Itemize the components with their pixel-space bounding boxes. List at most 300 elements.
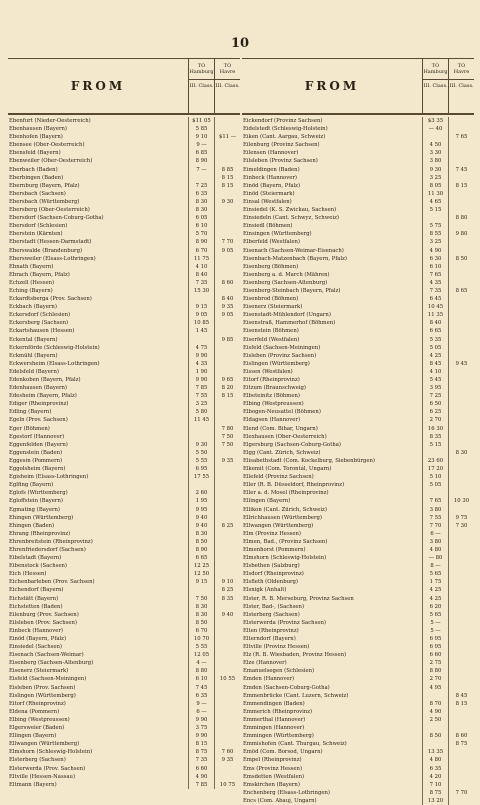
havre-price xyxy=(448,238,474,246)
hamburg-price: 1 75 xyxy=(422,578,448,586)
table-row xyxy=(8,619,240,627)
place-name: Ellrichhausen (Württemberg) xyxy=(243,514,322,521)
havre-price xyxy=(214,125,240,133)
place-name: Eckbach (Bayern) xyxy=(9,304,57,311)
hamburg-price: 5 85 xyxy=(188,125,214,133)
place-name: Eibenstock (Sachsen) xyxy=(9,563,67,570)
table-row xyxy=(242,619,474,627)
place-name: Eislingen (Württemberg) xyxy=(243,360,310,367)
havre-price xyxy=(214,765,240,773)
hamburg-price: 7 35 xyxy=(188,756,214,764)
place-name: Emöd (Com. Borsod, Ungarn) xyxy=(243,749,323,756)
hamburg-price: 17 20 xyxy=(422,465,448,473)
havre-price xyxy=(448,651,474,659)
table-row xyxy=(8,311,240,319)
havre-price xyxy=(448,125,474,133)
place-name: Eich (Hessen) xyxy=(9,571,47,578)
place-name: Einsal (Westfalen) xyxy=(243,198,292,205)
havre-price: 10 55 xyxy=(214,675,240,683)
table-row xyxy=(8,765,240,773)
hamburg-price: 8 55 xyxy=(422,230,448,238)
place-name: Einbeck (Hannover) xyxy=(9,627,63,634)
table-row xyxy=(8,611,240,619)
hamburg-price: 5 15 xyxy=(422,441,448,449)
place-name: Einsiedl (Böhmen) xyxy=(243,223,293,230)
table-row xyxy=(8,190,240,198)
hamburg-price: 5 55 xyxy=(188,643,214,651)
table-row xyxy=(8,327,240,335)
to-label: TO xyxy=(223,63,232,69)
havre-price xyxy=(448,773,474,781)
hamburg-price: 8 15 xyxy=(188,740,214,748)
place-name: Elster, Bad-, (Sachsen) xyxy=(243,603,305,610)
havre-price: 9 35 xyxy=(214,457,240,465)
hamburg-price: 6 60 xyxy=(422,651,448,659)
hamburg-column-header xyxy=(188,59,214,113)
table-row xyxy=(8,198,240,206)
hamburg-price xyxy=(422,214,448,222)
hamburg-price: 9 15 xyxy=(188,303,214,311)
place-name: Elbeteinitz (Böhmen) xyxy=(243,393,300,400)
table-row xyxy=(242,692,474,700)
hamburg-price xyxy=(188,425,214,433)
class-label: III. Class. xyxy=(423,79,448,89)
table-row xyxy=(242,732,474,740)
place-name: Elberfeld (Westfalen) xyxy=(243,239,300,246)
place-name: Empel (Rheinprovinz) xyxy=(243,757,302,764)
hamburg-price: 3 80 xyxy=(422,506,448,514)
place-name: Emden (Sachsen-Coburg-Gotha) xyxy=(243,684,330,691)
place-name: Eilenburg (Prov. Sachsen) xyxy=(9,611,79,618)
havre-price xyxy=(214,190,240,198)
place-name: Ellwangen (Württemberg) xyxy=(9,741,80,748)
table-row xyxy=(242,603,474,611)
table-row xyxy=(242,174,474,182)
right-rows xyxy=(242,117,474,805)
place-name: Ebensee (Ober-Oesterreich) xyxy=(9,142,85,149)
hamburg-price: 5 75 xyxy=(422,222,448,230)
place-name: Einsiedel (Sachsen) xyxy=(9,644,62,651)
hamburg-price: 10 70 xyxy=(188,635,214,643)
place-name: Eisenberg a. d. March (Mähren) xyxy=(243,271,330,278)
havre-price xyxy=(214,554,240,562)
havre-price xyxy=(448,765,474,773)
hamburg-price: 8 — xyxy=(422,562,448,570)
place-name: Elmenhorst (Pommern) xyxy=(243,546,306,553)
hamburg-price: 8 30 xyxy=(188,611,214,619)
place-name: Eisenberg (Böhmen) xyxy=(243,263,299,270)
place-name: Ehrang (Rheinprovinz) xyxy=(9,530,71,537)
table-row xyxy=(8,303,240,311)
place-name: Emmishofen (Cant. Thurgau, Schweiz) xyxy=(243,741,347,748)
table-row xyxy=(242,295,474,303)
hamburg-price xyxy=(422,133,448,141)
table-row xyxy=(242,400,474,408)
havre-price xyxy=(448,724,474,732)
hamburg-price: 9 — xyxy=(188,700,214,708)
place-name: Eggesin (Pommern) xyxy=(9,457,63,464)
hamburg-price: 6 45 xyxy=(422,295,448,303)
table-row xyxy=(8,230,240,238)
table-row xyxy=(8,716,240,724)
place-name: Elgersweier (Baden) xyxy=(9,725,65,732)
hamburg-price: 8 30 xyxy=(188,206,214,214)
havre-price xyxy=(448,327,474,335)
havre-price xyxy=(214,368,240,376)
hamburg-price xyxy=(422,489,448,497)
havre-price xyxy=(448,611,474,619)
table-row xyxy=(8,465,240,473)
hamburg-price: 12 50 xyxy=(188,570,214,578)
havre-price: 9 40 xyxy=(214,611,240,619)
place-name: Ehingen (Baden) xyxy=(9,522,55,529)
hamburg-price: 6 50 xyxy=(422,400,448,408)
table-row xyxy=(8,481,240,489)
hamburg-price: 6 — xyxy=(188,708,214,716)
havre-price xyxy=(448,352,474,360)
hamburg-price: 5 15 xyxy=(422,206,448,214)
place-name: Eilensen (Hannover) xyxy=(243,150,299,157)
hamburg-price: 7 — xyxy=(188,166,214,174)
havre-price: 9 30 xyxy=(214,198,240,206)
havre-price xyxy=(214,473,240,481)
table-header xyxy=(242,59,474,115)
place-name: Elgersburg (Sachsen-Coburg-Gotha) xyxy=(243,441,341,448)
havre-price xyxy=(214,514,240,522)
hamburg-price: 9 05 xyxy=(188,311,214,319)
table-row xyxy=(8,732,240,740)
hamburg-price xyxy=(422,740,448,748)
havre-price xyxy=(448,336,474,344)
hamburg-price: 9 15 xyxy=(188,578,214,586)
hamburg-price: 7 45 xyxy=(188,684,214,692)
table-row xyxy=(242,781,474,789)
hamburg-price: 6 10 xyxy=(188,675,214,683)
havre-price: 8 15 xyxy=(214,174,240,182)
hamburg-price: 3 95 xyxy=(422,384,448,392)
hamburg-price: 1 95 xyxy=(188,497,214,505)
hamburg-price: 5 05 xyxy=(422,344,448,352)
hamburg-price: 8 75 xyxy=(188,748,214,756)
hamburg-price: 5 — xyxy=(422,619,448,627)
place-name: Eisenerz (Steiermark) xyxy=(9,668,69,675)
hamburg-price: 3 80 xyxy=(422,157,448,165)
hamburg-price: 8 90 xyxy=(188,546,214,554)
hamburg-price: 3 25 xyxy=(188,400,214,408)
place-name: Ehrenfriedersdorf (Sachsen) xyxy=(9,546,86,553)
place-name: Ebersbach (Württemberg) xyxy=(9,198,80,205)
hamburg-price: 9 90 xyxy=(188,716,214,724)
place-name: Ellingen (Bayern) xyxy=(243,498,291,505)
havre-price xyxy=(448,595,474,603)
hamburg-price: 4 95 xyxy=(422,684,448,692)
hamburg-price: 7 10 xyxy=(422,781,448,789)
table-row xyxy=(8,166,240,174)
table-row xyxy=(242,643,474,651)
table-row xyxy=(8,562,240,570)
table-row xyxy=(8,416,240,424)
havre-price xyxy=(214,481,240,489)
table-row xyxy=(242,627,474,635)
place-name: Ellefeld (Provinz Sachsen) xyxy=(243,474,314,481)
hamburg-price: 6 35 xyxy=(422,765,448,773)
place-name: Ellikon (Cant. Zürich, Schweiz) xyxy=(243,506,327,513)
hamburg-price: 5 70 xyxy=(188,230,214,238)
hamburg-price: 4 35 xyxy=(422,279,448,287)
hamburg-price: 9 40 xyxy=(188,522,214,530)
table-row xyxy=(8,149,240,157)
table-row xyxy=(8,174,240,182)
hamburg-price: 4 80 xyxy=(422,546,448,554)
havre-price xyxy=(448,603,474,611)
hamburg-column-header xyxy=(422,59,448,113)
place-name: Eckersberg (Sachsen) xyxy=(9,320,69,327)
table-row xyxy=(8,651,240,659)
table-row xyxy=(8,700,240,708)
hamburg-price: 2 50 xyxy=(422,716,448,724)
havre-price xyxy=(214,619,240,627)
table-row xyxy=(242,214,474,222)
place-name: Eisfeld (Sachsen-Meiningen) xyxy=(9,676,87,683)
place-name: Eberstadt (Hessen-Darmstadt) xyxy=(9,239,92,246)
hamburg-price: 6 20 xyxy=(422,603,448,611)
havre-price xyxy=(448,578,474,586)
place-name: Eichstetten (Baden) xyxy=(9,603,63,610)
table-row xyxy=(242,336,474,344)
havre-price xyxy=(214,740,240,748)
place-name: Elsterberg (Sachsen) xyxy=(243,611,300,618)
havre-price: 9 05 xyxy=(214,311,240,319)
to-label: TO xyxy=(431,63,440,69)
table-row xyxy=(8,376,240,384)
havre-price xyxy=(214,263,240,271)
table-row xyxy=(8,497,240,505)
class-label: III. Class. xyxy=(215,79,240,89)
table-row xyxy=(242,562,474,570)
place-name: Eckernförde (Schleswig-Holstein) xyxy=(9,344,100,351)
havre-price xyxy=(448,222,474,230)
place-name: Emmerich (Rheinprovinz) xyxy=(243,708,313,715)
table-row xyxy=(8,522,240,530)
place-name: Eckmühl (Bayern) xyxy=(9,352,58,359)
place-name: Elsfleth (Oldenburg) xyxy=(243,579,299,586)
place-name: Eltville (Provinz Hessen) xyxy=(243,644,310,651)
place-name: Ebersdorf (Schlesien) xyxy=(9,223,68,230)
place-name: Eilenburg (Provinz Sachsen) xyxy=(243,142,320,149)
place-name: Eberbingen (Baden) xyxy=(9,174,64,181)
havre-column-header xyxy=(448,59,474,113)
havre-price xyxy=(214,214,240,222)
havre-price: 10 75 xyxy=(214,781,240,789)
place-name: Elze (Hannover) xyxy=(243,660,287,667)
place-name: Eisenstein (Böhmen) xyxy=(243,328,299,335)
table-row xyxy=(242,303,474,311)
hamburg-price: 4 35 xyxy=(188,360,214,368)
hamburg-price: 12 05 xyxy=(188,651,214,659)
destination-label: Hamburg xyxy=(423,69,448,76)
table-row xyxy=(242,238,474,246)
table-row xyxy=(242,117,474,125)
havre-price xyxy=(214,222,240,230)
table-row xyxy=(8,344,240,352)
hamburg-price: 8 40 xyxy=(188,271,214,279)
table-row xyxy=(8,408,240,416)
table-row xyxy=(242,149,474,157)
havre-price: 8 15 xyxy=(448,700,474,708)
table-header xyxy=(8,59,240,115)
place-name: Elmen, Bad., (Provinz Sachsen) xyxy=(243,538,328,545)
table-row xyxy=(8,586,240,594)
havre-price: 7 30 xyxy=(448,522,474,530)
hamburg-price xyxy=(188,586,214,594)
table-row xyxy=(8,595,240,603)
table-row xyxy=(8,489,240,497)
place-name: Eggenstein (Baden) xyxy=(9,449,63,456)
havre-price xyxy=(448,392,474,400)
havre-price xyxy=(214,465,240,473)
table-row xyxy=(8,748,240,756)
place-name: Eberstein (Kärnten) xyxy=(9,231,63,238)
hamburg-price: 8 80 xyxy=(188,667,214,675)
table-row xyxy=(242,368,474,376)
havre-price xyxy=(448,400,474,408)
havre-price xyxy=(214,716,240,724)
table-row xyxy=(242,360,474,368)
havre-price: 8 65 xyxy=(448,287,474,295)
table-row xyxy=(242,206,474,214)
table-row xyxy=(8,182,240,190)
table-row xyxy=(242,514,474,522)
hamburg-price: 10 45 xyxy=(422,303,448,311)
hamburg-price: 3 75 xyxy=(188,724,214,732)
havre-price xyxy=(448,635,474,643)
hamburg-price: 5 10 xyxy=(422,473,448,481)
hamburg-price: 6 10 xyxy=(188,222,214,230)
havre-price: 8 60 xyxy=(214,279,240,287)
table-row xyxy=(8,449,240,457)
hamburg-price: 8 30 xyxy=(188,530,214,538)
place-name: Eckwersheim (Elsass-Lothringen) xyxy=(9,360,100,367)
hamburg-price: 4 25 xyxy=(422,586,448,594)
table-row xyxy=(242,506,474,514)
havre-price xyxy=(448,797,474,805)
place-name: Einsiedeln (Cant. Schwyz, Schweiz) xyxy=(243,215,339,222)
hamburg-price: 1 90 xyxy=(188,368,214,376)
hamburg-price: 8 50 xyxy=(422,732,448,740)
destination-label: Hamburg xyxy=(189,69,214,76)
place-name: Eitorf (Rheinprovinz) xyxy=(243,377,300,383)
place-name: Eisenstraß, Hammerhof (Böhmen) xyxy=(243,320,336,327)
havre-price xyxy=(448,295,474,303)
table-row xyxy=(242,473,474,481)
havre-price: 7 50 xyxy=(214,433,240,441)
havre-price xyxy=(448,489,474,497)
place-name: Emmerthal (Hannover) xyxy=(243,716,306,723)
havre-price xyxy=(448,271,474,279)
table-row xyxy=(242,222,474,230)
hamburg-price: 16 30 xyxy=(422,425,448,433)
place-name: Einöd (Bayern, Pfalz) xyxy=(9,636,67,642)
table-row xyxy=(8,546,240,554)
place-name: Ehrenbreitstein (Rheinprovinz) xyxy=(9,538,93,545)
place-name: Egmating (Bayern) xyxy=(9,506,61,513)
havre-price: 9 85 xyxy=(214,336,240,344)
hamburg-price: 9 30 xyxy=(422,166,448,174)
place-name: Egisheim (Elsass-Lothringen) xyxy=(9,474,89,481)
hamburg-price: 5 65 xyxy=(422,611,448,619)
hamburg-price: 7 50 xyxy=(188,595,214,603)
table-row xyxy=(242,586,474,594)
table-row xyxy=(242,570,474,578)
havre-price xyxy=(448,425,474,433)
place-name: Ebenfurt (Nieder-Oesterreich) xyxy=(9,118,91,124)
table-row xyxy=(8,667,240,675)
table-row xyxy=(242,230,474,238)
havre-price xyxy=(214,700,240,708)
table-row xyxy=(242,773,474,781)
table-row xyxy=(242,740,474,748)
place-name: Edelsfeld (Bayern) xyxy=(9,368,59,375)
table-row xyxy=(242,247,474,255)
place-name: Emsdetten (Westfalen) xyxy=(243,773,305,780)
table-row xyxy=(8,635,240,643)
hamburg-price xyxy=(188,174,214,182)
place-name: Eichstätt (Bayern) xyxy=(9,595,59,602)
table-row xyxy=(8,352,240,360)
havre-price: 10 30 xyxy=(448,497,474,505)
place-name: Ebnath (Bayern) xyxy=(9,263,54,270)
place-name: Ediger (Rheinprovinz) xyxy=(9,401,69,408)
hamburg-price: 7 25 xyxy=(422,392,448,400)
havre-price xyxy=(448,781,474,789)
table-row xyxy=(8,336,240,344)
table-row xyxy=(242,182,474,190)
place-name: Elsterwerda (Prov. Sachsen) xyxy=(9,765,86,772)
havre-price xyxy=(448,554,474,562)
place-name: Ebenhausen (Bayern) xyxy=(9,126,67,133)
place-name: Elgg (Cant. Zürich, Schweiz) xyxy=(243,449,321,456)
hamburg-price: 8 40 xyxy=(422,319,448,327)
havre-price: 8 60 xyxy=(448,732,474,740)
hamburg-price: 4 10 xyxy=(188,263,214,271)
place-name: Eglofs (Württemberg) xyxy=(9,490,68,497)
page-number: 10 xyxy=(230,36,250,51)
hamburg-price: 4 90 xyxy=(422,247,448,255)
left-price-table xyxy=(8,58,240,789)
place-name: Eiken (Cant. Aargau, Schweiz) xyxy=(243,134,326,141)
havre-price xyxy=(214,643,240,651)
havre-price xyxy=(448,433,474,441)
place-name: Eckersdorf (Schlesien) xyxy=(9,312,71,319)
hamburg-price: 4 10 xyxy=(422,368,448,376)
table-row xyxy=(242,659,474,667)
table-row xyxy=(242,595,474,603)
place-name: Eckardtsberga (Prov. Sachsen) xyxy=(9,296,92,303)
place-name: Emmingen (Württemberg) xyxy=(243,733,314,740)
havre-price xyxy=(214,416,240,424)
place-name: Ems (Provinz Hessen) xyxy=(243,765,303,772)
havre-price xyxy=(448,562,474,570)
table-row xyxy=(242,716,474,724)
hamburg-price: 4 90 xyxy=(188,773,214,781)
table-row xyxy=(8,425,240,433)
havre-price xyxy=(214,360,240,368)
havre-price xyxy=(448,303,474,311)
place-name: Eching (Bayern) xyxy=(9,287,53,294)
havre-price xyxy=(448,643,474,651)
place-name: Eggenfelden (Bayern) xyxy=(9,441,68,448)
table-row xyxy=(242,263,474,271)
